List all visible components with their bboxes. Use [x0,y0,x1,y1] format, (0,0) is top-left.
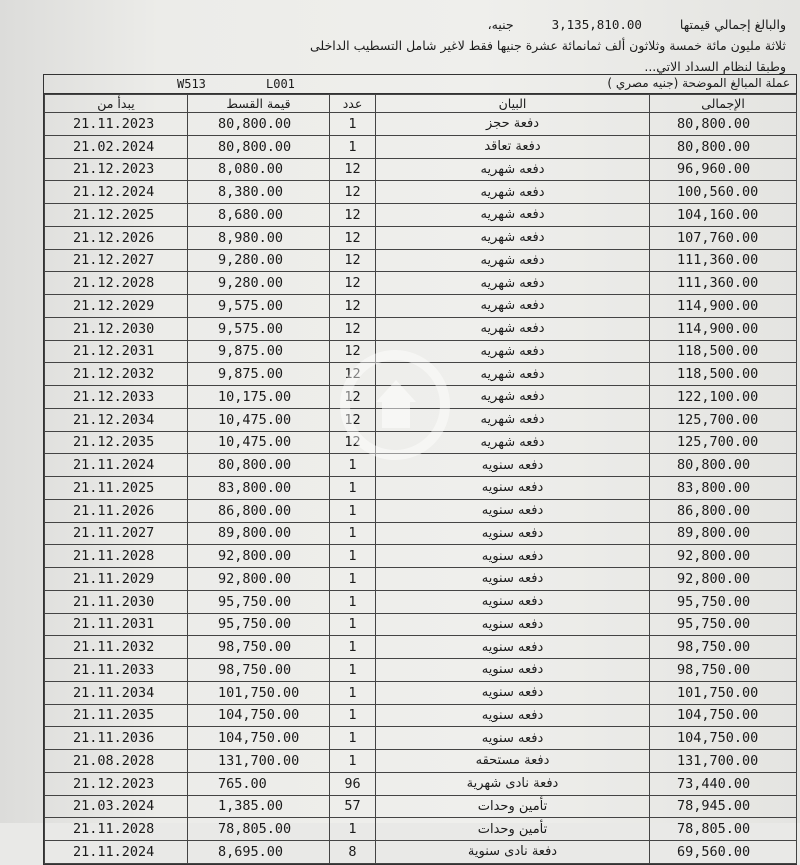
cell-installment: 78,805.00 [188,818,330,841]
cell-date: 21.11.2025 [45,477,188,500]
cell-date: 21.12.2023 [45,772,188,795]
cell-count: 1 [330,590,376,613]
cell-description: دفعه سنويه [376,681,650,704]
cell-date: 21.03.2024 [45,795,188,818]
cell-count: 1 [330,659,376,682]
cell-count: 12 [330,386,376,409]
cell-total: 118,500.00 [650,340,797,363]
cell-description: دفعه شهريه [376,363,650,386]
cell-installment: 8,695.00 [188,841,330,864]
cell-date: 21.11.2034 [45,681,188,704]
cell-description: دفعه شهريه [376,386,650,409]
cell-description: دفعه شهريه [376,181,650,204]
cell-installment: 98,750.00 [188,659,330,682]
cell-count: 1 [330,636,376,659]
table-body [45,113,797,864]
cell-total: 89,800.00 [650,522,797,545]
cell-count: 12 [330,295,376,318]
cell-date: 21.11.2036 [45,727,188,750]
cell-total: 98,750.00 [650,636,797,659]
unit-code: W513 [177,77,206,91]
cell-count: 12 [330,317,376,340]
cell-date: 21.12.2031 [45,340,188,363]
cell-date: 21.08.2028 [45,750,188,773]
cell-installment: 95,750.00 [188,590,330,613]
cell-installment: 8,380.00 [188,181,330,204]
table-row [45,454,797,477]
cell-date: 21.11.2028 [45,818,188,841]
cell-count: 12 [330,204,376,227]
cell-date: 21.11.2024 [45,454,188,477]
cell-date: 21.11.2032 [45,636,188,659]
table-row [45,499,797,522]
table-row [45,681,797,704]
cell-count: 1 [330,499,376,522]
cell-description: دفعه سنويه [376,636,650,659]
total-amount-currency: جنيه، [487,17,514,32]
cell-installment: 104,750.00 [188,704,330,727]
cell-date: 21.12.2030 [45,317,188,340]
cell-date: 21.11.2035 [45,704,188,727]
cell-total: 80,800.00 [650,135,797,158]
cell-installment: 98,750.00 [188,636,330,659]
cell-date: 21.12.2024 [45,181,188,204]
cell-description: دفعه شهريه [376,317,650,340]
total-amount-value: 3,135,810.00 [551,17,642,32]
cell-total: 95,750.00 [650,613,797,636]
cell-total: 101,750.00 [650,681,797,704]
table-row [45,295,797,318]
cell-count: 1 [330,545,376,568]
cell-date: 21.12.2034 [45,408,188,431]
table-row [45,226,797,249]
cell-description: دفعه شهريه [376,226,650,249]
table-row [45,772,797,795]
cell-total: 104,160.00 [650,204,797,227]
col-header-total: الإجمالى [650,95,797,113]
table-row [45,568,797,591]
cell-date: 21.11.2023 [45,113,188,136]
cell-description: دفعه سنويه [376,568,650,591]
cell-installment: 10,475.00 [188,431,330,454]
table-row [45,249,797,272]
cell-description: دفعه شهريه [376,272,650,295]
cell-installment: 8,080.00 [188,158,330,181]
cell-total: 73,440.00 [650,772,797,795]
cell-installment: 80,800.00 [188,135,330,158]
table-header-row [45,95,797,113]
cell-total: 122,100.00 [650,386,797,409]
cell-date: 21.12.2027 [45,249,188,272]
cell-total: 80,800.00 [650,113,797,136]
schedule-grid [44,94,797,864]
cell-description: دفعة نادى سنوية [376,841,650,864]
cell-installment: 86,800.00 [188,499,330,522]
cell-count: 96 [330,772,376,795]
cell-total: 92,800.00 [650,545,797,568]
total-amount-label: والبالغ إجمالي قيمتها [679,17,786,32]
watermark-house-icon [376,380,416,402]
table-row [45,181,797,204]
cell-total: 131,700.00 [650,750,797,773]
cell-installment: 9,875.00 [188,363,330,386]
cell-total: 104,750.00 [650,727,797,750]
cell-count: 12 [330,340,376,363]
cell-installment: 80,800.00 [188,113,330,136]
cell-installment: 1,385.00 [188,795,330,818]
cell-description: دفعه شهريه [376,340,650,363]
cell-count: 8 [330,841,376,864]
cell-total: 98,750.00 [650,659,797,682]
cell-description: دفعه شهريه [376,431,650,454]
cell-installment: 9,280.00 [188,249,330,272]
table-row [45,545,797,568]
cell-count: 1 [330,727,376,750]
table-row [45,522,797,545]
cell-total: 107,760.00 [650,226,797,249]
table-row [45,590,797,613]
cell-installment: 765.00 [188,772,330,795]
cell-count: 1 [330,522,376,545]
col-header-count: عدد [330,95,376,113]
col-header-description: البيان [376,95,650,113]
table-row [45,204,797,227]
cell-date: 21.11.2024 [45,841,188,864]
table-row [45,272,797,295]
cell-installment: 8,680.00 [188,204,330,227]
cell-total: 118,500.00 [650,363,797,386]
cell-count: 1 [330,818,376,841]
cell-total: 114,900.00 [650,317,797,340]
table-caption [44,75,796,94]
table-row [45,636,797,659]
cell-installment: 9,280.00 [188,272,330,295]
cell-total: 95,750.00 [650,590,797,613]
cell-description: دفعة تعاقد [376,135,650,158]
table-row [45,727,797,750]
cell-description: دفعه شهريه [376,408,650,431]
cell-count: 57 [330,795,376,818]
cell-count: 12 [330,272,376,295]
table-row [45,613,797,636]
cell-count: 1 [330,613,376,636]
col-header-installment: قيمة القسط [188,95,330,113]
cell-date: 21.12.2023 [45,158,188,181]
table-row [45,704,797,727]
cell-date: 21.11.2030 [45,590,188,613]
cell-installment: 10,475.00 [188,408,330,431]
table-row [45,135,797,158]
cell-total: 83,800.00 [650,477,797,500]
cell-installment: 80,800.00 [188,454,330,477]
cell-date: 21.11.2031 [45,613,188,636]
cell-description: تأمين وحدات [376,818,650,841]
cell-count: 1 [330,681,376,704]
cell-installment: 101,750.00 [188,681,330,704]
cell-total: 80,800.00 [650,454,797,477]
cell-description: دفعه سنويه [376,727,650,750]
payment-schedule-table [43,74,797,865]
cell-total: 78,945.00 [650,795,797,818]
cell-description: دفعة مستحقه [376,750,650,773]
cell-total: 96,960.00 [650,158,797,181]
cell-date: 21.12.2035 [45,431,188,454]
cell-installment: 9,875.00 [188,340,330,363]
cell-count: 1 [330,454,376,477]
cell-total: 111,360.00 [650,249,797,272]
table-row [45,841,797,864]
cell-installment: 104,750.00 [188,727,330,750]
cell-description: دفعه سنويه [376,454,650,477]
cell-installment: 92,800.00 [188,568,330,591]
cell-count: 1 [330,704,376,727]
cell-description: دفعه شهريه [376,158,650,181]
cell-installment: 10,175.00 [188,386,330,409]
payment-system-intro: وطبقا لنظام السداد الاتي... [644,59,786,74]
cell-count: 1 [330,750,376,773]
cell-installment: 89,800.00 [188,522,330,545]
cell-count: 12 [330,249,376,272]
cell-date: 21.12.2025 [45,204,188,227]
cell-description: دفعه سنويه [376,613,650,636]
cell-count: 12 [330,158,376,181]
table-row [45,818,797,841]
table-row [45,113,797,136]
cell-date: 21.12.2026 [45,226,188,249]
cell-count: 1 [330,568,376,591]
cell-installment: 83,800.00 [188,477,330,500]
cell-count: 1 [330,113,376,136]
cell-total: 125,700.00 [650,431,797,454]
cell-total: 125,700.00 [650,408,797,431]
cell-description: دفعه سنويه [376,522,650,545]
cell-description: دفعه سنويه [376,704,650,727]
cell-description: دفعة نادى شهرية [376,772,650,795]
cell-description: دفعة حجز [376,113,650,136]
cell-date: 21.11.2027 [45,522,188,545]
cell-description: دفعه سنويه [376,590,650,613]
cell-date: 21.12.2033 [45,386,188,409]
cell-count: 12 [330,408,376,431]
cell-total: 100,560.00 [650,181,797,204]
cell-installment: 9,575.00 [188,295,330,318]
cell-total: 104,750.00 [650,704,797,727]
table-row [45,750,797,773]
cell-installment: 9,575.00 [188,317,330,340]
col-header-date: يبدأ من [45,95,188,113]
cell-installment: 95,750.00 [188,613,330,636]
cell-count: 12 [330,181,376,204]
document-header [26,14,786,77]
cell-description: دفعه شهريه [376,295,650,318]
table-row [45,477,797,500]
cell-total: 69,560.00 [650,841,797,864]
cell-description: دفعه شهريه [376,249,650,272]
cell-count: 12 [330,431,376,454]
cell-installment: 92,800.00 [188,545,330,568]
total-amount-line [26,14,786,35]
table-row [45,317,797,340]
amount-in-words: ثلاثة مليون مائة خمسة وثلاثون ألف ثمانمائة عشرة جنيها فقط لاغير شامل التسطيب الداخلى [310,38,786,53]
cell-date: 21.02.2024 [45,135,188,158]
cell-description: دفعه سنويه [376,477,650,500]
cell-total: 78,805.00 [650,818,797,841]
cell-installment: 8,980.00 [188,226,330,249]
cell-date: 21.11.2033 [45,659,188,682]
cell-total: 92,800.00 [650,568,797,591]
cell-total: 111,360.00 [650,272,797,295]
cell-description: تأمين وحدات [376,795,650,818]
table-row [45,659,797,682]
cell-count: 1 [330,135,376,158]
cell-installment: 131,700.00 [188,750,330,773]
cell-date: 21.11.2026 [45,499,188,522]
cell-total: 114,900.00 [650,295,797,318]
cell-date: 21.12.2029 [45,295,188,318]
cell-description: دفعه شهريه [376,204,650,227]
table-row [45,795,797,818]
cell-count: 1 [330,477,376,500]
cell-total: 86,800.00 [650,499,797,522]
watermark-logo [340,350,450,460]
cell-count: 12 [330,363,376,386]
watermark-box-icon [382,402,410,428]
cell-description: دفعه سنويه [376,659,650,682]
cell-count: 12 [330,226,376,249]
cell-description: دفعه سنويه [376,545,650,568]
cell-date: 21.11.2028 [45,545,188,568]
location-code: L001 [266,77,295,91]
table-row [45,158,797,181]
cell-date: 21.11.2029 [45,568,188,591]
cell-date: 21.12.2032 [45,363,188,386]
cell-date: 21.12.2028 [45,272,188,295]
currency-note: عملة المبالغ الموضحة (جنيه مصري ) [607,76,790,90]
cell-description: دفعه سنويه [376,499,650,522]
